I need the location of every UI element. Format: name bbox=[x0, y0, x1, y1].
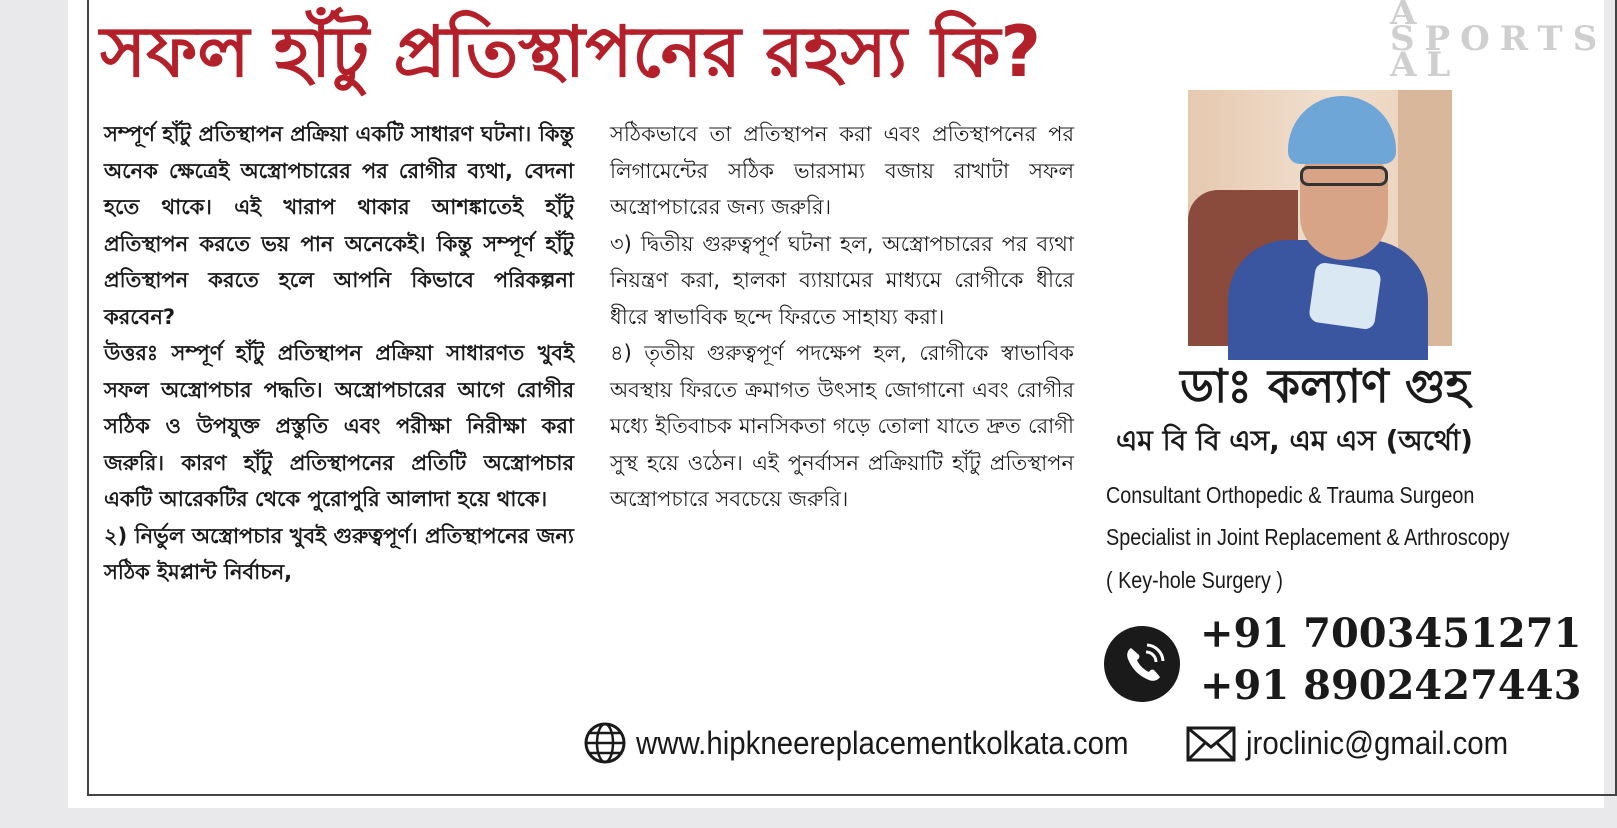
paragraph: উত্তরঃ সম্পূর্ণ হাঁটু প্রতিস্থাপন প্রক্রিয়া সাধারণত খুবই সফল অস্ত্রোপচার পদ্ধতি। অস্ত্রোপচারের আগে রোগীর সঠিক ও উপযুক্ত প্রস্তুতি এবং পরীক্ষা নিরীক্ষা করা জরুরি। কারণ হাঁটু প্রতিস্থাপনের প্রতিটি অস্ত্রোপচার একটি আরেকটির থেকে পুরোপুরি আলাদা হয়ে থাকে। bbox=[104, 341, 574, 511]
doctor-name: ডাঃ কল্যাণ গুহ bbox=[1180, 359, 1470, 413]
credential-line: ( Key-hole Surgery ) bbox=[1106, 567, 1283, 593]
paragraph: ৩) দ্বিতীয় গুরুত্বপূর্ণ ঘটনা হল, অস্ত্রোপচারের পর ব্যথা নিয়ন্ত্রণ করা, হালকা ব্যায়ামের মাধ্যমে রোগীকে ধীরে ধীরে স্বাভাবিক ছন্দে ফিরতে সাহায্য করা। bbox=[610, 231, 1074, 329]
article-headline: সফল হাঁটু প্রতিস্থাপনের রহস্য কি? bbox=[100, 11, 1042, 93]
article-column-middle bbox=[610, 116, 1074, 518]
credential-line: Consultant Orthopedic & Trauma Surgeon bbox=[1106, 482, 1475, 508]
phone-number[interactable]: +91 7003451271 bbox=[1200, 610, 1582, 657]
website-link[interactable]: www.hipkneereplacementkolkata.com bbox=[636, 725, 1129, 761]
globe-icon bbox=[582, 720, 628, 766]
paragraph: ২) নির্ভুল অস্ত্রোপচার খুবই গুরুত্বপূর্ণ। প্রতিস্থাপনের জন্য সঠিক ইমপ্লান্ট নির্বাচন, bbox=[104, 523, 574, 584]
corner-masthead-text: A SPORTS AL bbox=[1390, 0, 1608, 85]
photo-glasses bbox=[1300, 166, 1388, 186]
photo-surgical-cap bbox=[1288, 96, 1396, 164]
paragraph: ৪) তৃতীয় গুরুত্বপূর্ণ পদক্ষেপ হল, রোগীকে স্বাভাবিক অবস্থায় ফিরতে ক্রমাগত উৎসাহ জোগানো এবং রোগীর মধ্যে ইতিবাচক মানসিকতা গড়ে তোলা যাতে দ্রুত রোগী সুস্থ হয়ে ওঠেন। এই পুনর্বাসন প্রক্রিয়াটি হাঁটু প্রতিস্থাপন অস্ত্রোপচারে সবচেয়ে জরুরি। bbox=[610, 341, 1074, 511]
paragraph: সঠিকভাবে তা প্রতিস্থাপন করা এবং প্রতিস্থাপনের পর লিগামেন্টের সঠিক ভারসাম্য বজায় রাখাটা সফল অস্ত্রোপচারের জন্য জরুরি। bbox=[610, 122, 1074, 219]
paragraph: সম্পূর্ণ হাঁটু প্রতিস্থাপন প্রক্রিয়া একটি সাধারণ ঘটনা। কিন্তু অনেক ক্ষেত্রেই অস্ত্রোপচারের পর রোগীর ব্যথা, বেদনা হতে থাকে। এই খারাপ থাকার আশঙ্কাতেই হাঁটু প্রতিস্থাপন করতে ভয় পান অনেকেই। কিন্তু সম্পূর্ণ হাঁটু প্রতিস্থাপন করতে হলে আপনি কিভাবে পরিকল্পনা করবেন? bbox=[104, 122, 574, 329]
doctor-degree: এম বি বি এস, এম এস (অর্থো) bbox=[1116, 424, 1473, 457]
phone-number[interactable]: +91 8902427443 bbox=[1200, 662, 1582, 709]
phone-icon bbox=[1104, 626, 1180, 702]
photo-mask bbox=[1308, 262, 1382, 331]
mail-icon bbox=[1186, 726, 1236, 762]
doctor-photo bbox=[1188, 90, 1452, 346]
article-column-left bbox=[104, 116, 574, 591]
email-link[interactable]: jroclinic@gmail.com bbox=[1246, 725, 1509, 761]
credential-line: Specialist in Joint Replacement & Arthroscopy bbox=[1106, 524, 1510, 550]
